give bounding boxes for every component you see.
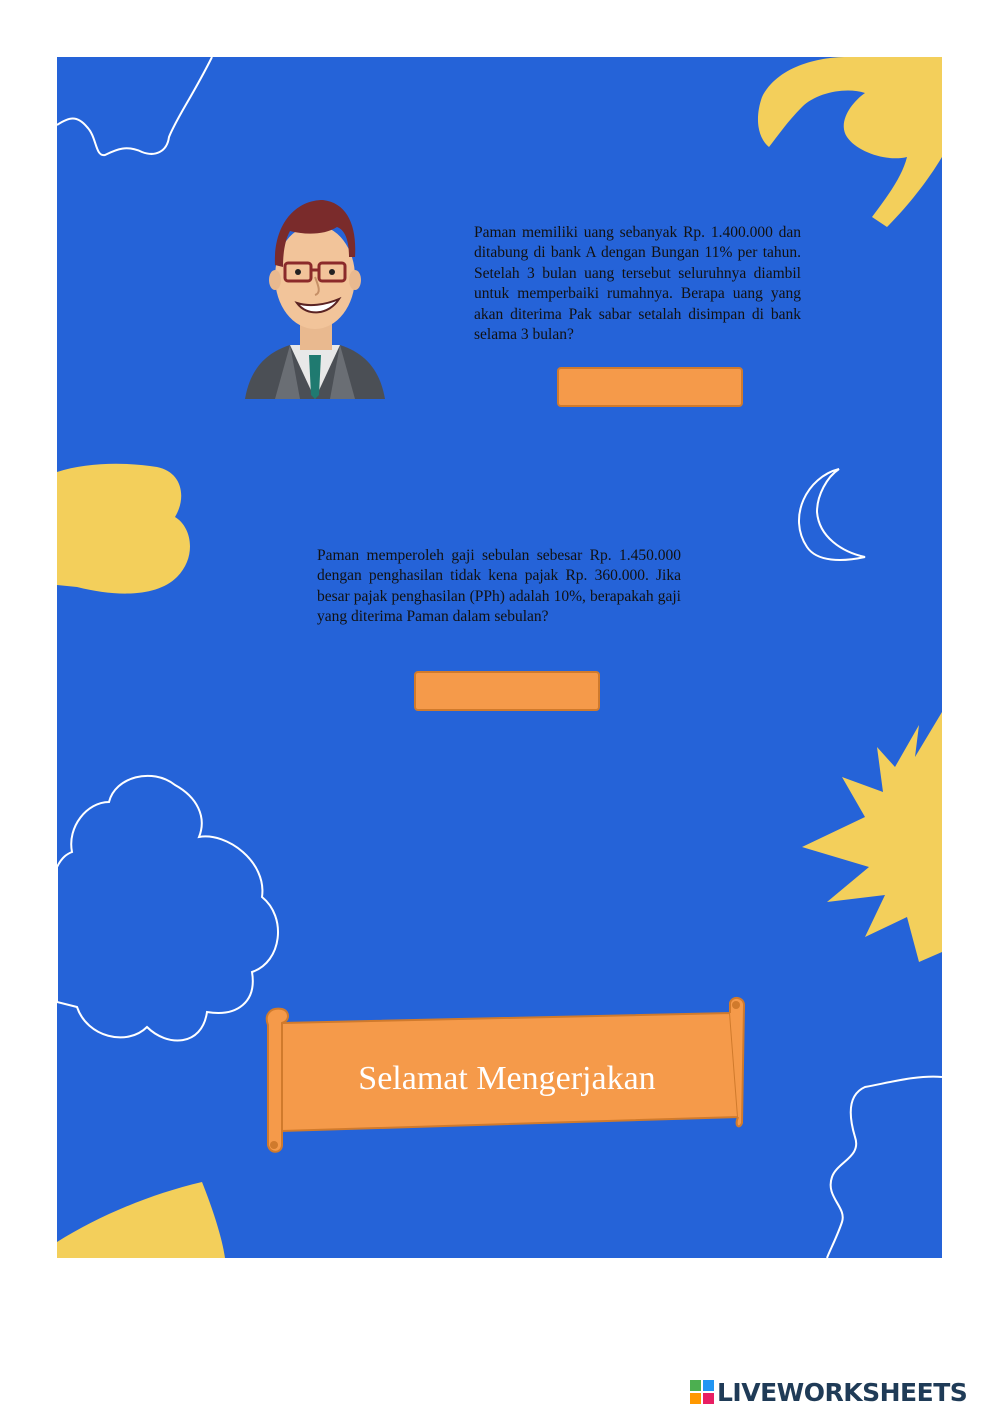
yellow-cloud-left <box>57 464 190 594</box>
liveworksheets-logo-icon <box>690 1380 714 1404</box>
brand-name: LIVEWORKSHEETS <box>717 1377 968 1407</box>
cloud-outline-left <box>57 776 278 1041</box>
answer-1-input[interactable] <box>557 367 743 407</box>
question-1-text: Paman memiliki uang sebanyak Rp. 1.400.000 dan ditabung di bank A dengan Bungan 11% per tahun. Setelah 3 bulan uang tersebut seluruhnya diambil untuk memperbaiki rumahnya. Berapa uang yang akan diterima Pak sabar setalah disimpan di bank selama 3 bulan? <box>474 223 801 343</box>
moon-outline <box>799 469 865 560</box>
answer-2-input[interactable] <box>414 671 600 711</box>
banner-text: Selamat Mengerjakan <box>358 1060 656 1097</box>
cloud-outline-top-left <box>57 57 212 155</box>
brand-logo[interactable] <box>690 1376 967 1408</box>
teacher-avatar-icon <box>245 195 385 399</box>
yellow-shape-top-right <box>758 57 942 227</box>
worksheet-page <box>57 57 942 1258</box>
squiggle-outline-bottom-right <box>827 1077 942 1258</box>
yellow-wedge-bottom-left <box>57 1182 225 1258</box>
yellow-sun-right <box>802 712 942 1007</box>
question-2-text: Paman memperoleh gaji sebulan sebesar Rp. 1.450.000 dengan penghasilan tidak kena pajak Rp. 360.000. Jika besar pajak penghasilan (PPh) adalah 10%, berapakah gaji yang diterima Paman dalam sebulan? <box>317 546 681 625</box>
